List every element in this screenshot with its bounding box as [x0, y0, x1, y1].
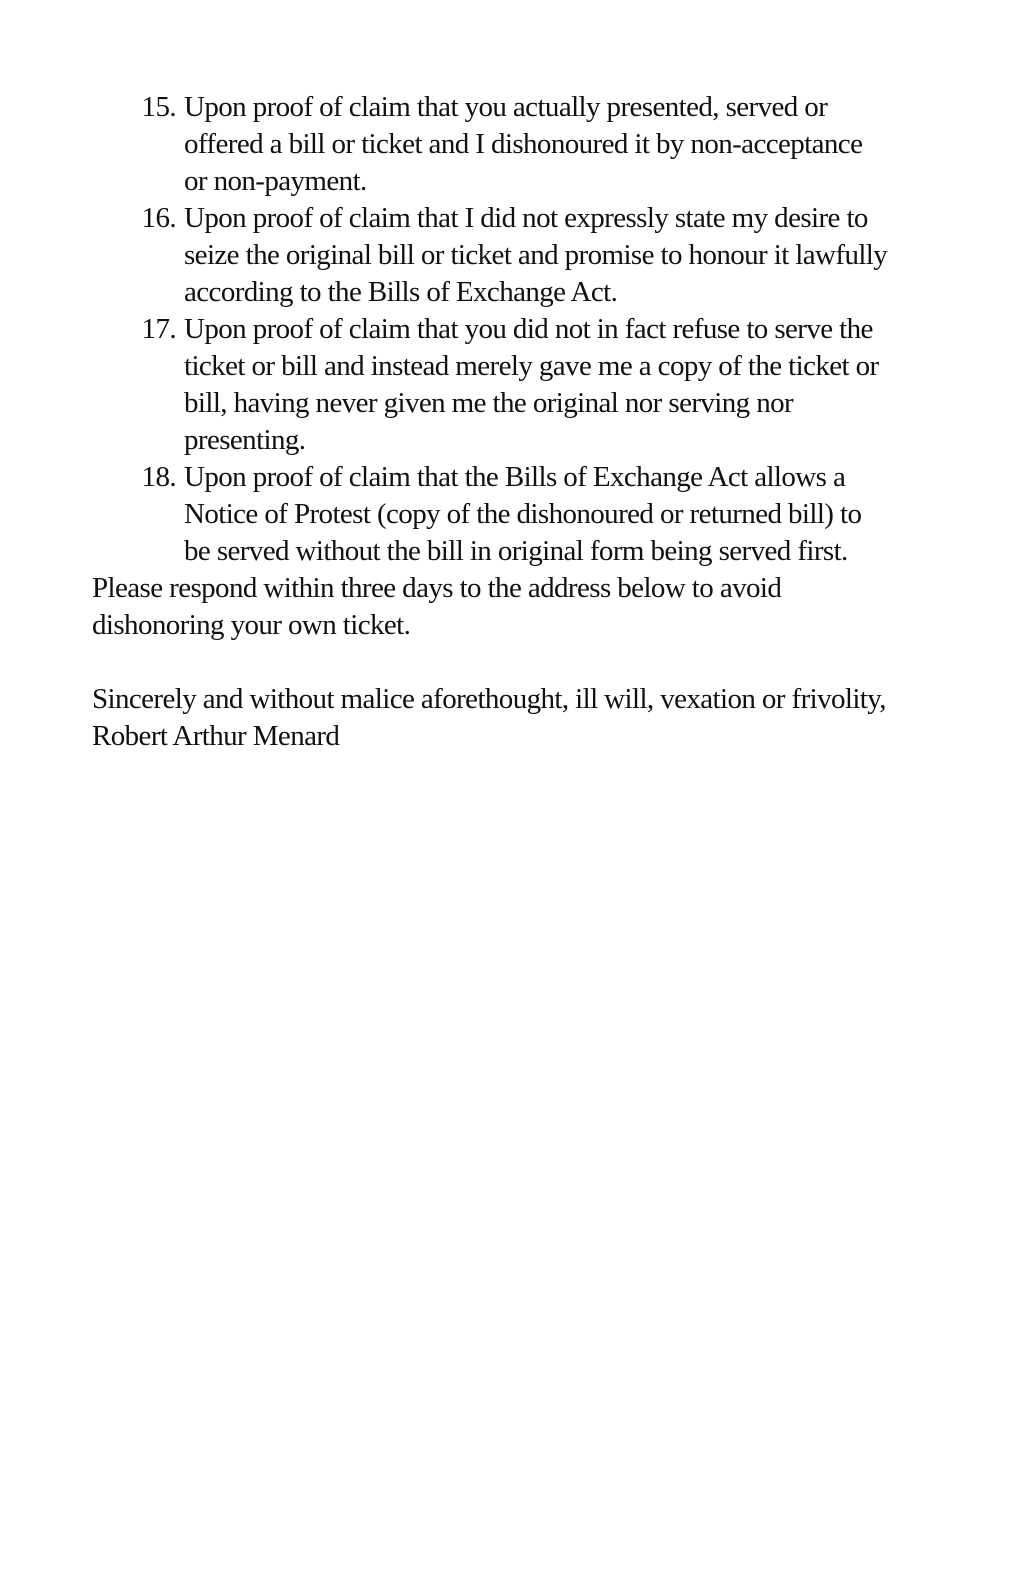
claim-line: Notice of Protest (copy of the dishonoured or returned bill) to [184, 498, 862, 530]
claim-line: bill, having never given me the original nor serving nor [184, 387, 794, 419]
request-line: dishonoring your own ticket. [92, 609, 411, 641]
claim-line: Upon proof of claim that I did not expressly state my desire to [184, 202, 868, 234]
claim-line: presenting. [184, 424, 306, 456]
claim-number: 15. [141, 91, 176, 123]
claim-item [92, 200, 922, 311]
claim-item [92, 311, 922, 459]
claim-line: Upon proof of claim that the Bills of Exchange Act allows a [184, 461, 846, 493]
request-line: Please respond within three days to the address below to avoid [92, 572, 782, 604]
claim-line: be served without the bill in original form being served first. [184, 535, 848, 567]
valediction: Sincerely and without malice aforethought, ill will, vexation or frivolity, [92, 683, 886, 715]
claim-number: 16. [141, 202, 176, 234]
claim-text [184, 200, 922, 311]
claim-number: 17. [141, 313, 176, 345]
claim-text [184, 311, 922, 459]
claim-line: offered a bill or ticket and I dishonoured it by non-acceptance [184, 128, 863, 160]
claim-text [184, 459, 922, 570]
claim-line: or non-payment. [184, 165, 367, 197]
claim-line: according to the Bills of Exchange Act. [184, 276, 618, 308]
closing-block [92, 681, 922, 755]
claim-line: Upon proof of claim that you did not in fact refuse to serve the [184, 313, 873, 345]
claim-text [184, 89, 922, 200]
document-content [92, 89, 922, 755]
claim-line: ticket or bill and instead merely gave me a copy of the ticket or [184, 350, 879, 382]
claim-line: seize the original bill or ticket and promise to honour it lawfully [184, 239, 888, 271]
signature-name: Robert Arthur Menard [92, 720, 340, 752]
response-request [92, 570, 922, 644]
claim-item [92, 89, 922, 200]
claims-list [92, 89, 922, 570]
claim-number: 18. [141, 461, 176, 493]
claim-line: Upon proof of claim that you actually presented, served or [184, 91, 828, 123]
claim-item [92, 459, 922, 570]
